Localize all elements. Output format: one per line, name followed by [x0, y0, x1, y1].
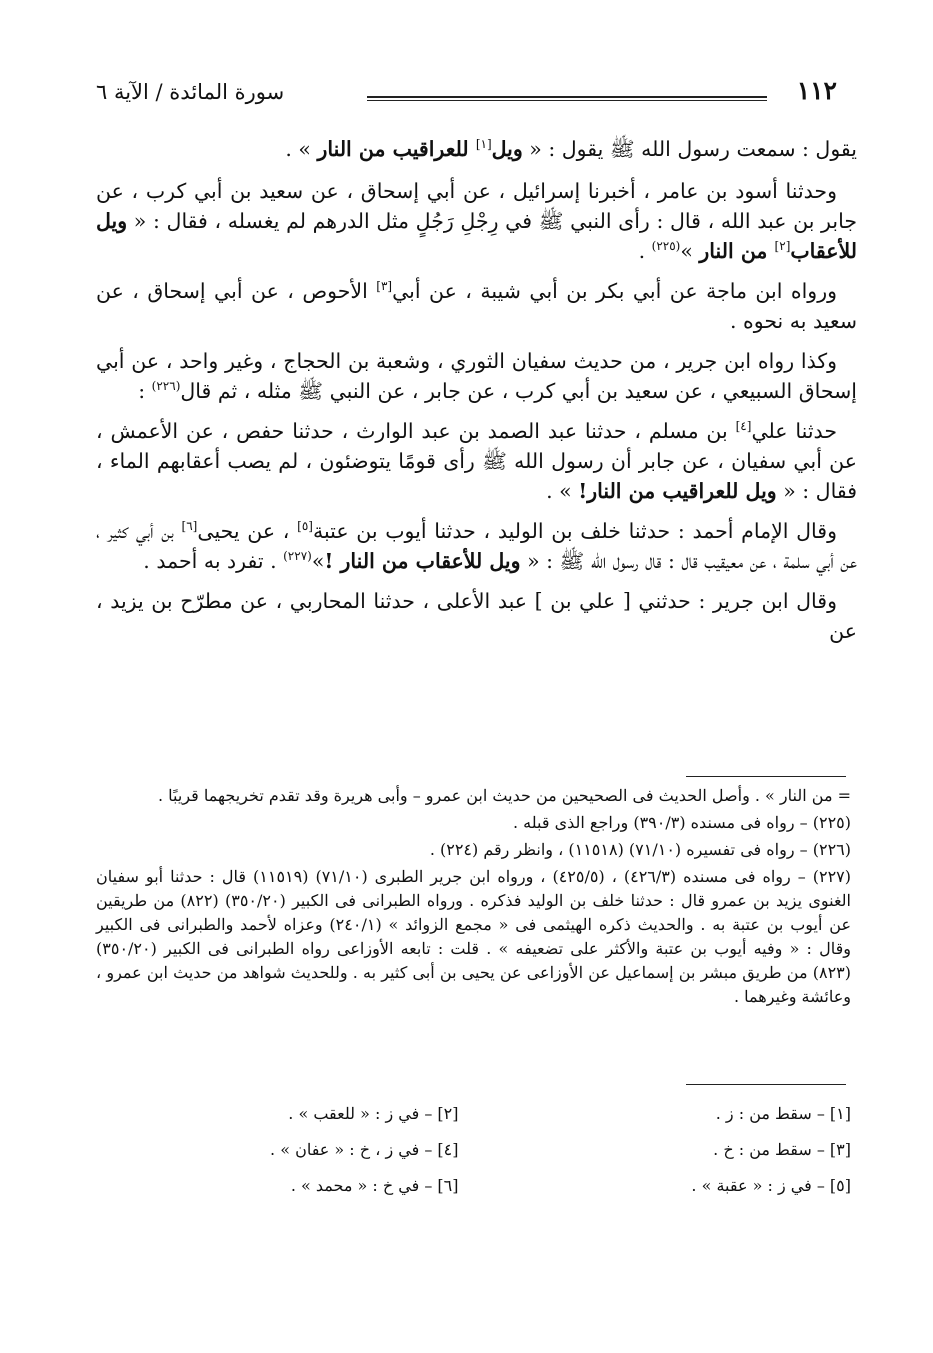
paragraph-3 [96, 276, 857, 336]
variant-note-3: [٣] – سقط من : خ . [713, 1140, 851, 1159]
footnote-continuation: = من النار » . وأصل الحديث فى الصحيحين من حديث ابن عمرو – وأبى هريرة وقد تقدم تخريجهما قريبًا . [157, 786, 851, 805]
text-run: » [311, 549, 325, 573]
text-run: وقال الإمام أحمد : حدثنا خلف بن الوليد ، حدثنا أيوب بن عتبة [312, 519, 838, 543]
text-run: ، عن يحيى [197, 519, 298, 543]
paragraph-6 [96, 516, 857, 576]
text-run: يقول : سمعت رسول الله ﷺ يقول : « [522, 137, 857, 161]
variant-ref: [٢] [774, 239, 791, 254]
page-number: ١١٢ [796, 76, 837, 105]
variant-ref: [٣] [376, 279, 393, 294]
variant-note-5: [٥] – في ز : « عقبة » . [691, 1176, 851, 1195]
text-run: بن أبي كثير ، عن أبي سلمة ، عن معيقيب قال : قال رسول الله ﷺ : « [96, 519, 857, 573]
footnote-ref: (٢٢٦) [151, 379, 181, 394]
variant-ref: [١] [475, 137, 492, 152]
footnote-227: (٢٢٧) – رواه فى مسنده (٤٢٦/٣) ، (٤٢٥/٥) ، ورواه ابن جرير الطبرى (٧١/١٠) (١١٥١٩) قال : حدثنا أبو سفيان الغنوى يزيد بن عمرو قال : حدثنا خلف بن الوليد فذكره . ورواه الطبرانى فى الكبير (٣٥٠/٢٠) (٨٢٢) من طريقين عن أيوب بن عتبة به . والحديث ذكره الهيثمى فى « مجمع الزوائد » (٢٤٠/١) وعزاه لأحمد والطبرانى فى الكبير وقال : « وفيه أيوب بن عتبة والأكثر على تضعيفه » . قلت : تابعه الأوزاعى رواه الطبرانى فى الكبير (٣٥٠/٢٠) (٨٢٣) من طريق مبشر بن إسماعيل عن الأوزاعى عن يحيى بن أبى كثير به . وللحديث شواهد من حديث ابن عمرو ، وعائشة وغيرهما . [96, 867, 852, 1006]
text-run: : [138, 379, 152, 403]
page-header [96, 76, 837, 110]
header-rule [367, 96, 767, 101]
text-run: » . [285, 137, 318, 161]
variant-ref: [٥] [297, 519, 313, 534]
footnote-225: (٢٢٥) – رواه فى مسنده (٣٩٠/٣) وراجع الذى قبله . [512, 813, 851, 832]
paragraph-2 [96, 176, 857, 266]
variant-note-1: [١] – سقط من : ز . [715, 1104, 851, 1123]
hadith-quote: للعراقيب من النار [317, 137, 476, 161]
text-run: » . [546, 479, 579, 503]
hadith-quote: ويل [491, 137, 523, 161]
text-run: حدثنا علي [751, 419, 837, 443]
variant-note-4: [٤] – في ز ، خ : « عفان » . [270, 1140, 459, 1159]
footnote-ref: (٢٢٧) [283, 549, 312, 564]
footnote-226: (٢٢٦) – رواه فى تفسيره (٧١/١٠) (١١٥١٨) ، وانظر رقم (٢٢٤) . [429, 840, 851, 859]
running-title: سورة المائدة / الآية ٦ [96, 80, 285, 104]
text-run: . [638, 239, 652, 263]
hadith-quote: ويل للأعقاب [96, 209, 857, 263]
main-text [96, 134, 857, 656]
manuscript-variants [96, 1100, 851, 1200]
variant-ref: [٤] [735, 419, 752, 434]
paragraph-1 [96, 134, 857, 164]
text-run: . تفرد به أحمد . [143, 549, 284, 573]
variant-note-2: [٢] – في ز : « للعقب » . [288, 1104, 459, 1123]
paragraph-7 [96, 586, 857, 646]
text-run: وكذا رواه ابن جرير ، من حديث سفيان الثوري ، وشعبة بن الحجاج ، وغير واحد ، عن أبي إسحاق السبيعي ، عن سعيد بن أبي كرب ، عن جابر ، عن النبي ﷺ مثله ، ثم قال [96, 349, 857, 403]
text-run: وحدثنا أسود بن عامر ، أخبرنا إسرائيل ، عن أبي إسحاق ، عن سعيد بن أبي كرب ، عن جابر بن عبد الله ، قال : رأى النبي ﷺ في رِجْلِ رَجُلٍ مثل الدرهم لم يغسله ، فقال : « [96, 179, 857, 233]
text-run: وقال ابن جرير : حدثني [ علي بن ] عبد الأعلى ، حدثنا المحاربي ، عن مطرّح بن يزيد ، عن [96, 589, 857, 643]
paragraph-4 [96, 346, 857, 406]
variant-ref: [٦] [181, 519, 198, 534]
footnote-ref: (٢٢٥) [651, 239, 681, 254]
text-run: » [680, 239, 700, 263]
footnotes [96, 784, 851, 1012]
footnote-separator [686, 776, 846, 777]
variant-note-6: [٦] – في خ : « محمد » . [290, 1176, 459, 1195]
hadith-quote: من النار [699, 239, 775, 263]
hadith-quote: ويل للأعقاب من النار ! [324, 549, 521, 573]
text-run: الأحوص ، عن أبي إسحاق ، عن سعيد به نحوه . [96, 279, 857, 333]
text-run: بن مسلم ، حدثنا عبد الصمد بن عبد الوارث ، حدثنا حفص ، عن الأعمش ، عن أبي سفيان ، عن جابر أن رسول الله ﷺ رأى قومًا يتوضئون ، لم يصب أعقابهم الماء ، فقال : « [96, 419, 857, 503]
paragraph-5 [96, 416, 857, 506]
text-run: ورواه ابن ماجة عن أبي بكر بن أبي شيبة ، عن أبي [392, 279, 838, 303]
hadith-quote: ويل للعراقيب من النار! [578, 479, 777, 503]
variants-separator [686, 1084, 846, 1085]
